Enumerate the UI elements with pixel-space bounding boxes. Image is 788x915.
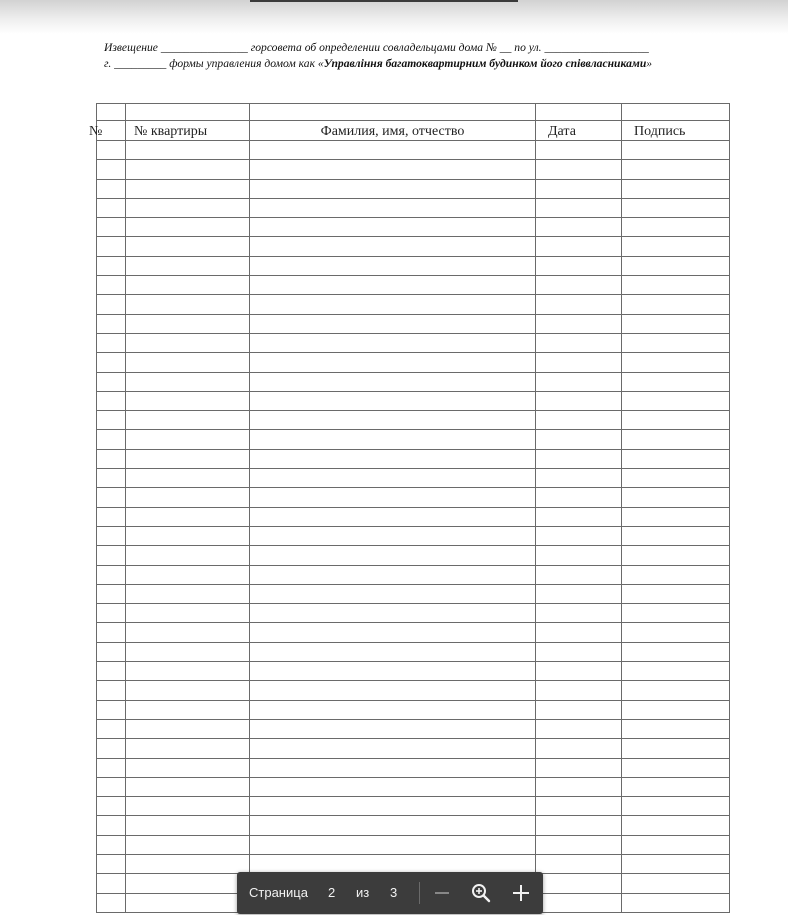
table-cell (536, 681, 622, 700)
table-cell (536, 391, 622, 410)
table-row (97, 160, 730, 179)
table-cell (126, 488, 250, 507)
table-cell (622, 295, 730, 314)
table-row (97, 584, 730, 603)
table-cell (97, 874, 126, 893)
table-cell (250, 160, 536, 179)
table-cell (622, 449, 730, 468)
table-cell (126, 256, 250, 275)
table-row (97, 391, 730, 410)
minus-icon (434, 885, 450, 901)
table-cell (97, 816, 126, 835)
table-cell (536, 662, 622, 681)
column-header-number: № (97, 121, 126, 141)
table-row (97, 218, 730, 237)
table-cell (536, 372, 622, 391)
column-header-signature: Подпись (622, 121, 730, 141)
table-cell (126, 276, 250, 295)
table-cell (97, 662, 126, 681)
table-cell (622, 700, 730, 719)
table-cell (126, 642, 250, 661)
table-row (97, 816, 730, 835)
table-cell (126, 681, 250, 700)
table-cell (622, 739, 730, 758)
toolbar-divider (419, 882, 420, 904)
table-cell (126, 758, 250, 777)
table-cell (126, 507, 250, 526)
current-page-input[interactable]: 2 (328, 885, 336, 900)
table-cell (97, 584, 126, 603)
table-row (97, 681, 730, 700)
table-cell (536, 854, 622, 873)
table-cell (622, 546, 730, 565)
table-cell (250, 276, 536, 295)
table-row (97, 256, 730, 275)
table-cell (622, 758, 730, 777)
table-cell (97, 719, 126, 738)
table-cell (126, 584, 250, 603)
zoom-in-button[interactable] (509, 881, 533, 905)
table-cell (622, 526, 730, 545)
plus-icon (512, 884, 530, 902)
table-row (97, 353, 730, 372)
notice-line-2-bold: Управління багатоквартирним будинком його співвласниками (323, 57, 647, 70)
table-cell (97, 777, 126, 796)
table-cell (536, 893, 622, 912)
table-cell (126, 700, 250, 719)
table-row (97, 719, 730, 738)
table-cell (622, 797, 730, 816)
table-cell (536, 739, 622, 758)
table-cell (250, 816, 536, 835)
table-cell (250, 623, 536, 642)
table-cell (622, 237, 730, 256)
table-cell (536, 565, 622, 584)
table-cell (97, 739, 126, 758)
signature-table (89, 103, 730, 913)
table-cell (250, 507, 536, 526)
table-cell (622, 874, 730, 893)
table-cell (250, 604, 536, 623)
table-cell (622, 662, 730, 681)
total-pages: 3 (390, 885, 398, 900)
table-cell (126, 237, 250, 256)
table-cell (126, 411, 250, 430)
table-cell (536, 816, 622, 835)
table-cell (250, 584, 536, 603)
table-cell (536, 488, 622, 507)
table-cell (126, 739, 250, 758)
table-cell (536, 295, 622, 314)
table-cell (536, 160, 622, 179)
table-cell (536, 584, 622, 603)
table-cell (126, 777, 250, 796)
table-cell (536, 469, 622, 488)
column-header-date: Дата (536, 121, 622, 141)
table-cell (97, 179, 126, 198)
table-cell (622, 507, 730, 526)
notice-line-2-prefix: г. _________ формы управления домом как « (104, 57, 324, 70)
table-row (97, 295, 730, 314)
table-row (97, 739, 730, 758)
table-cell (97, 700, 126, 719)
table-cell (126, 449, 250, 468)
table-cell (250, 719, 536, 738)
table-cell (536, 507, 622, 526)
table-row (97, 642, 730, 661)
table-cell (622, 681, 730, 700)
table-header-row (97, 121, 730, 141)
table-cell (536, 797, 622, 816)
table-cell (250, 642, 536, 661)
table-cell (536, 198, 622, 217)
table-cell (622, 469, 730, 488)
table-cell (126, 160, 250, 179)
table-cell (536, 719, 622, 738)
notice-line-1: Извещение _______________ горсовета об определении совладельцами дома № __ по ул. __________________ (104, 41, 649, 54)
table-row (97, 104, 730, 121)
table-cell (97, 488, 126, 507)
table-cell (250, 565, 536, 584)
page-label: Страница (249, 885, 308, 900)
table-cell (97, 893, 126, 912)
table-cell (536, 276, 622, 295)
table-row (97, 507, 730, 526)
table-row (97, 488, 730, 507)
table-cell (97, 276, 126, 295)
table-cell (536, 141, 622, 160)
table-row (97, 777, 730, 796)
table-cell (622, 604, 730, 623)
table-cell (250, 469, 536, 488)
table-cell (536, 179, 622, 198)
table-cell (97, 835, 126, 854)
table-cell (126, 391, 250, 410)
table-cell (97, 295, 126, 314)
table-cell (250, 237, 536, 256)
table-cell (622, 141, 730, 160)
table-cell (97, 160, 126, 179)
zoom-out-button[interactable] (430, 881, 454, 905)
table-cell (536, 546, 622, 565)
table-cell (97, 642, 126, 661)
table-cell (126, 893, 250, 912)
of-label: из (356, 885, 370, 900)
table-cell (97, 797, 126, 816)
table-cell (250, 797, 536, 816)
table-cell (622, 623, 730, 642)
table-cell (622, 160, 730, 179)
table-cell (250, 411, 536, 430)
table-cell (126, 816, 250, 835)
zoom-fit-button[interactable] (469, 881, 493, 905)
table-cell (97, 372, 126, 391)
table-cell (250, 314, 536, 333)
table-cell (250, 372, 536, 391)
table-cell (97, 198, 126, 217)
table-cell (536, 526, 622, 545)
table-cell (97, 353, 126, 372)
table-cell (536, 430, 622, 449)
table-cell (250, 835, 536, 854)
table-cell (250, 758, 536, 777)
table-cell (622, 353, 730, 372)
table-cell (536, 623, 622, 642)
table-cell (250, 141, 536, 160)
table-row (97, 430, 730, 449)
table-cell (126, 719, 250, 738)
table-cell (250, 662, 536, 681)
table-row (97, 198, 730, 217)
table-cell (97, 604, 126, 623)
table-cell (250, 353, 536, 372)
table-cell (250, 256, 536, 275)
table-row (97, 604, 730, 623)
table-cell (622, 179, 730, 198)
table-cell (97, 854, 126, 873)
table-cell (622, 372, 730, 391)
table-cell (126, 430, 250, 449)
table-cell (126, 874, 250, 893)
table-cell (126, 314, 250, 333)
table-cell (97, 314, 126, 333)
table-cell (126, 604, 250, 623)
table-cell (126, 854, 250, 873)
table-row (97, 526, 730, 545)
table-cell (126, 295, 250, 314)
table-cell (622, 835, 730, 854)
table-cell (536, 256, 622, 275)
table-row (97, 700, 730, 719)
table-cell (536, 700, 622, 719)
table-cell (250, 198, 536, 217)
table-cell (536, 218, 622, 237)
table-row (97, 546, 730, 565)
table-cell (622, 816, 730, 835)
zoom-icon (471, 883, 491, 903)
table-cell (126, 141, 250, 160)
table-cell (97, 391, 126, 410)
table-row (97, 835, 730, 854)
table-cell (250, 777, 536, 796)
table-cell (622, 565, 730, 584)
table-cell (536, 777, 622, 796)
table-cell (126, 469, 250, 488)
table-cell (97, 218, 126, 237)
table-cell (250, 333, 536, 352)
table-cell (622, 411, 730, 430)
table-cell (622, 893, 730, 912)
table-cell (97, 526, 126, 545)
table-cell (536, 237, 622, 256)
table-cell (97, 333, 126, 352)
table-row (97, 333, 730, 352)
table-cell (622, 777, 730, 796)
table-cell (622, 256, 730, 275)
table-row (97, 469, 730, 488)
table-cell (250, 391, 536, 410)
table-cell (622, 218, 730, 237)
column-header-apartment: № квартиры (126, 121, 250, 141)
table-cell (97, 681, 126, 700)
notice-line-2-suffix: » (646, 57, 653, 70)
table-row (97, 276, 730, 295)
pdf-page-toolbar (237, 872, 543, 914)
table-row (97, 758, 730, 777)
table-cell (97, 469, 126, 488)
table-cell (622, 719, 730, 738)
notice-text (104, 40, 732, 72)
table-cell (536, 604, 622, 623)
table-row (97, 623, 730, 642)
table-cell (97, 449, 126, 468)
table-cell (536, 353, 622, 372)
table-row (97, 797, 730, 816)
table-cell (97, 507, 126, 526)
table-row (97, 662, 730, 681)
table-cell (622, 391, 730, 410)
table-row (97, 179, 730, 198)
table-cell (622, 584, 730, 603)
table-cell (622, 488, 730, 507)
table-cell (536, 874, 622, 893)
table-cell (250, 488, 536, 507)
table-cell (622, 198, 730, 217)
table-cell (250, 526, 536, 545)
table-cell (126, 179, 250, 198)
table-cell (126, 565, 250, 584)
table-cell (250, 739, 536, 758)
table-cell (126, 662, 250, 681)
table-cell (622, 854, 730, 873)
table-cell (250, 430, 536, 449)
table-row (97, 565, 730, 584)
table-cell (97, 546, 126, 565)
table-cell (250, 700, 536, 719)
table-cell (250, 546, 536, 565)
table-cell (126, 835, 250, 854)
table-cell (126, 353, 250, 372)
table-cell (536, 642, 622, 661)
table-row (97, 372, 730, 391)
table-cell (126, 623, 250, 642)
table-cell (250, 681, 536, 700)
table-cell (97, 411, 126, 430)
column-header-full-name: Фамилия, имя, отчество (250, 121, 536, 141)
table-cell (97, 758, 126, 777)
table-row (97, 314, 730, 333)
table-cell (250, 854, 536, 873)
table-row (97, 141, 730, 160)
table-cell (126, 797, 250, 816)
table-cell (250, 179, 536, 198)
table-cell (622, 333, 730, 352)
table-cell (536, 835, 622, 854)
table-cell (250, 218, 536, 237)
table-cell (126, 333, 250, 352)
table-cell (250, 449, 536, 468)
table-cell (536, 449, 622, 468)
table-row (97, 449, 730, 468)
table-cell (97, 256, 126, 275)
table-cell (97, 623, 126, 642)
table-cell (622, 276, 730, 295)
table-cell (536, 314, 622, 333)
table-cell (250, 295, 536, 314)
table-cell (126, 546, 250, 565)
table-cell (97, 141, 126, 160)
table-cell (97, 565, 126, 584)
table-cell (622, 314, 730, 333)
table-cell (126, 198, 250, 217)
table-row (97, 237, 730, 256)
table-row (97, 854, 730, 873)
table-cell (536, 758, 622, 777)
table-cell (536, 333, 622, 352)
table-cell (126, 218, 250, 237)
table-cell (536, 411, 622, 430)
table-cell (126, 526, 250, 545)
table-row (97, 411, 730, 430)
table-cell (126, 372, 250, 391)
table-cell (622, 642, 730, 661)
table-cell (97, 430, 126, 449)
table-cell (622, 430, 730, 449)
table-cell (97, 237, 126, 256)
